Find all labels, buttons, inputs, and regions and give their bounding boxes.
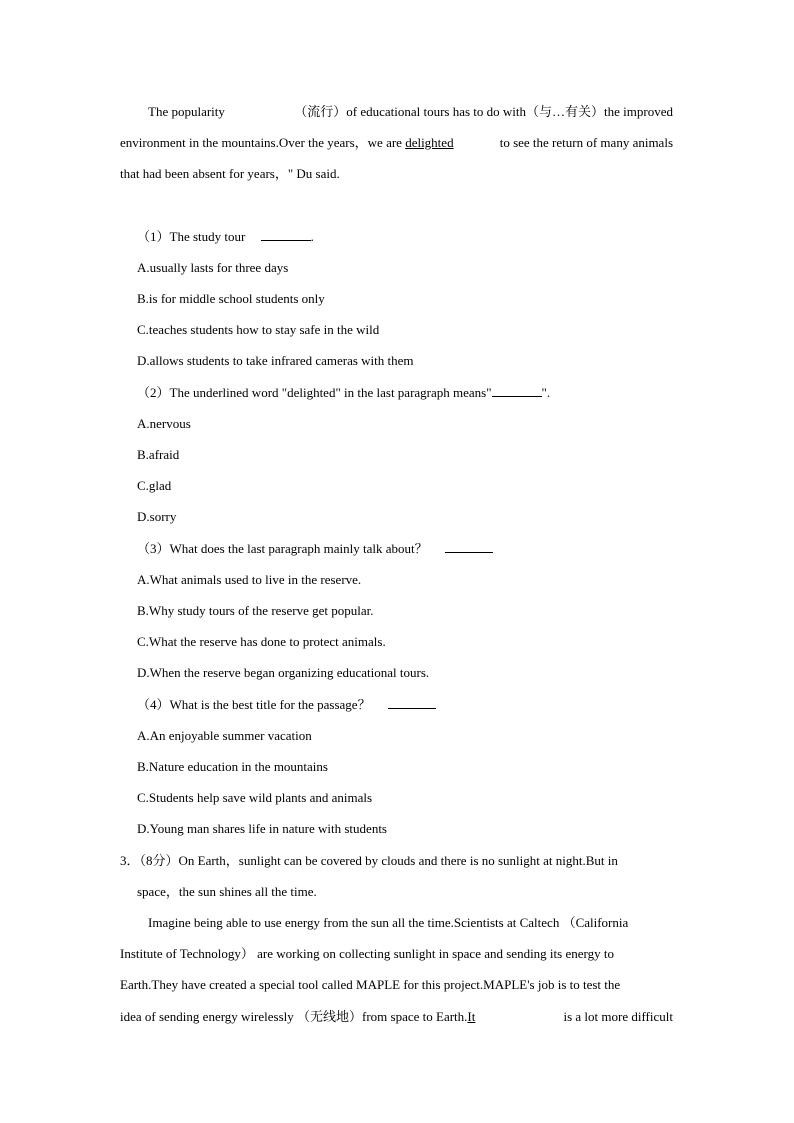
question-stem [137,384,550,402]
passage-line: Earth.They have created a special tool called MAPLE for this project.MAPLE's job is to test the [120,977,621,992]
option: A.usually lasts for three days [137,260,289,275]
question-end: ". [541,385,551,400]
text-span: The popularity [148,104,225,119]
option: D.When the reserve began organizing educational tours. [137,665,430,680]
text-span: is a lot more difficult [563,1009,673,1024]
answer-blank[interactable] [388,696,436,709]
option: C.teaches students how to stay safe in the wild [137,322,380,337]
text-span: （流行）of educational tours has to do with（与…有关）the improved [294,104,673,119]
question-end: . [310,229,314,244]
option: D.Young man shares life in nature with students [137,821,387,836]
text-span: to see the return of many animals [499,135,673,150]
text-span [120,1008,475,1026]
option: B.is for middle school students only [137,291,325,306]
question-text: （4）What is the best title for the passage？ [137,697,371,712]
text-span: environment in the mountains.Over the years，we are [120,135,402,150]
paragraph-line [120,134,673,152]
question-stem [137,228,314,246]
section-3-heading: 3．（8分）On Earth，sunlight can be covered by clouds and there is no sunlight at night.But in [120,853,618,868]
answer-blank[interactable] [445,540,493,553]
option: C.glad [137,478,172,493]
option: D.sorry [137,509,177,524]
question-stem [137,540,493,558]
option: B.afraid [137,447,180,462]
question-text: （1）The study tour [137,229,246,244]
option: C.Students help save wild plants and animals [137,790,373,805]
option: B.Why study tours of the reserve get popular. [137,603,374,618]
text-span [120,134,454,152]
option: C.What the reserve has done to protect animals. [137,634,386,649]
passage-line: Institute of Technology） are working on collecting sunlight in space and sending its energy to [120,946,614,961]
underlined-word: delighted [405,135,454,150]
option: A.An enjoyable summer vacation [137,728,312,743]
answer-blank[interactable] [492,384,542,397]
question-text: （3）What does the last paragraph mainly talk about？ [137,541,428,556]
option: D.allows students to take infrared cameras with them [137,353,414,368]
text-span: idea of sending energy wirelessly （无线地）from space to Earth. [120,1009,468,1024]
paragraph-line: that had been absent for years，" Du said. [120,166,340,181]
option: A.What animals used to live in the reserve. [137,572,362,587]
underlined-word: It [467,1009,476,1024]
question-text: （2）The underlined word "delighted" in the last paragraph means" [137,385,492,400]
option: B.Nature education in the mountains [137,759,328,774]
paragraph-line [120,103,673,121]
passage-line: Imagine being able to use energy from the sun all the time.Scientists at Caltech （California [148,915,629,930]
option: A.nervous [137,416,191,431]
answer-blank[interactable] [261,228,311,241]
section-3-line: space，the sun shines all the time. [137,884,317,899]
passage-line [120,1008,673,1026]
question-stem [137,696,436,714]
